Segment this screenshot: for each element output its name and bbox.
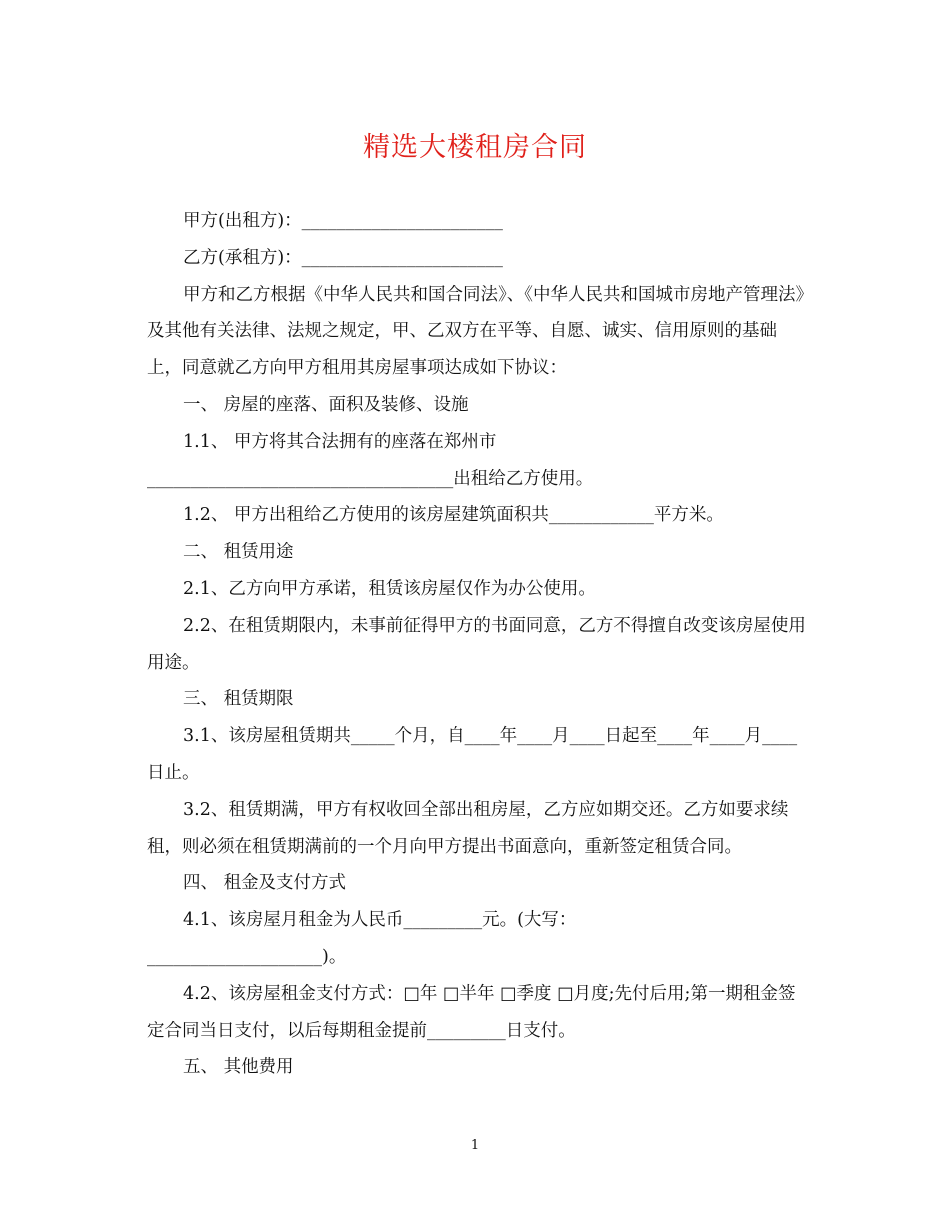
clause-2-2: 2.2、在租赁期限内，未事前征得甲方的书面同意，乙方不得擅自改变该房屋使用用途。 <box>147 615 806 673</box>
section-heading-5: 五、 其他费用 <box>183 1057 294 1078</box>
section-heading-1: 一、 房屋的座落、面积及装修、设施 <box>183 394 469 415</box>
clause-1-1: 1.1、 甲方将其合法拥有的座落在郑州市 <box>183 431 497 452</box>
section-heading-2: 二、 租赁用途 <box>183 542 294 563</box>
clause-4-2: 4.2、该房屋租金支付方式：□年 □半年 □季度 □月度;先付后用;第一期租金签定合同当日支付，以后每期租金提前_________日支付。 <box>147 983 796 1041</box>
clause-1-1-continuation: ___________________________________出租给乙方使用。 <box>147 468 594 489</box>
page-number: 1 <box>470 1138 480 1153</box>
clause-4-1: 4.1、该房屋月租金为人民币_________元。(大写： <box>183 910 577 931</box>
contract-body <box>147 203 807 1086</box>
party-a-line: 甲方(出租方)：_______________________ <box>183 211 503 231</box>
preamble-paragraph: 甲方和乙方根据《中华人民共和国合同法》、《中华人民共和国城市房地产管理法》及其他有关法律、法规之规定，甲、乙双方在平等、自愿、诚实、信用原则的基础上，同意就乙方向甲方租用其房屋事项达成如下协议： <box>147 284 805 379</box>
section-heading-3: 三、 租赁期限 <box>183 689 294 710</box>
party-b-line: 乙方(承租方)：_______________________ <box>183 247 503 268</box>
clause-1-2: 1.2、 甲方出租给乙方使用的该房屋建筑面积共____________平方米。 <box>183 505 724 526</box>
clause-2-1: 2.1、乙方向甲方承诺，租赁该房屋仅作为办公使用。 <box>183 578 596 599</box>
clause-3-2: 3.2、租赁期满，甲方有权收回全部出租房屋，乙方应如期交还。乙方如要求续租，则必须在租赁期满前的一个月向甲方提出书面意向，重新签定租赁合同。 <box>147 799 789 857</box>
document-title: 精选大楼租房合同 <box>363 132 587 163</box>
clause-3-1: 3.1、该房屋租赁期共_____个月，自____年____月____日起至____年____月____日止。 <box>147 726 798 783</box>
clause-4-1-continuation: ____________________)。 <box>147 946 347 967</box>
section-heading-4: 四、 租金及支付方式 <box>183 873 347 894</box>
